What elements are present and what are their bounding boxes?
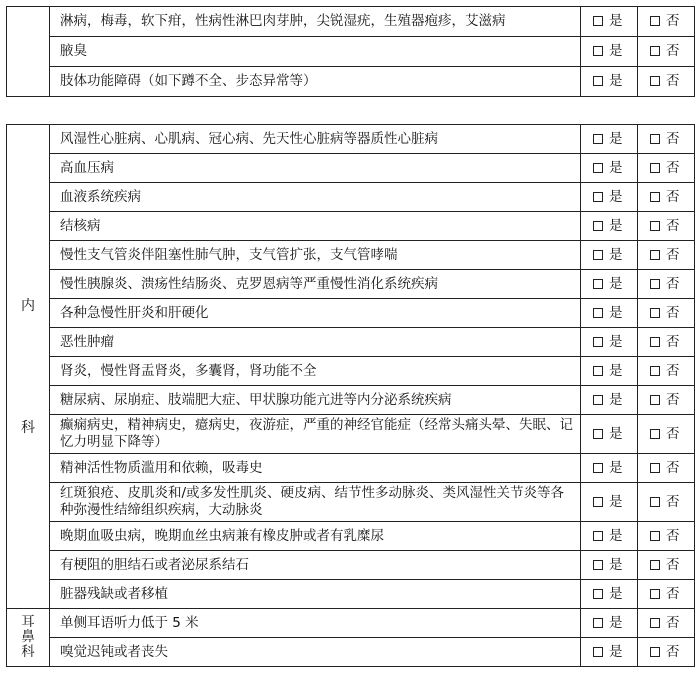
option-no[interactable]: 否	[638, 270, 695, 299]
item-label: 结核病	[50, 212, 581, 241]
table-row	[7, 328, 695, 357]
checkbox-no[interactable]	[650, 647, 660, 657]
option-yes[interactable]: 是	[581, 7, 638, 37]
checkbox-yes[interactable]	[593, 560, 603, 570]
checkbox-yes[interactable]	[593, 531, 603, 541]
item-label: 糖尿病、尿崩症、肢端肥大症、甲状腺功能亢进等内分泌系统疾病	[50, 386, 581, 415]
table-row	[7, 415, 695, 454]
option-yes[interactable]: 是	[581, 415, 638, 454]
option-no[interactable]: 否	[638, 415, 695, 454]
item-label: 慢性胰腺炎、溃疡性结肠炎、克罗恩病等严重慢性消化系统疾病	[50, 270, 581, 299]
checkbox-no[interactable]	[650, 531, 660, 541]
option-no[interactable]: 否	[638, 609, 695, 638]
item-label: 嗅觉迟钝或者丧失	[50, 638, 581, 667]
item-label: 红斑狼疮、皮肌炎和/或多发性肌炎、硬皮病、结节性多动脉炎、类风湿性关节炎等各种弥漫性结缔组织疾病，大动脉炎	[50, 483, 581, 522]
option-yes[interactable]: 是	[581, 299, 638, 328]
item-label: 风湿性心脏病、心肌病、冠心病、先天性心脏病等器质性心脏病	[50, 125, 581, 154]
option-no[interactable]: 否	[638, 328, 695, 357]
checkbox-yes[interactable]	[593, 279, 603, 289]
checkbox-no[interactable]	[650, 250, 660, 260]
option-no[interactable]: 否	[638, 522, 695, 551]
checkbox-no[interactable]	[650, 589, 660, 599]
checkbox-no[interactable]	[650, 221, 660, 231]
checkbox-no[interactable]	[650, 192, 660, 202]
checkbox-no[interactable]	[650, 134, 660, 144]
checkbox-yes[interactable]	[593, 16, 603, 26]
option-yes[interactable]: 是	[581, 183, 638, 212]
option-no[interactable]: 否	[638, 183, 695, 212]
option-yes[interactable]: 是	[581, 125, 638, 154]
table-row	[7, 125, 695, 154]
table-row	[7, 638, 695, 667]
checkbox-no[interactable]	[650, 279, 660, 289]
option-no[interactable]: 否	[638, 37, 695, 67]
table-row	[7, 580, 695, 609]
checkbox-yes[interactable]	[593, 395, 603, 405]
checkbox-no[interactable]	[650, 429, 660, 439]
table-row	[7, 212, 695, 241]
exam-table-top	[6, 6, 695, 97]
checkbox-yes[interactable]	[593, 221, 603, 231]
table-row	[7, 37, 695, 67]
option-yes[interactable]: 是	[581, 357, 638, 386]
option-yes[interactable]: 是	[581, 386, 638, 415]
option-no[interactable]: 否	[638, 357, 695, 386]
checkbox-yes[interactable]	[593, 618, 603, 628]
checkbox-yes[interactable]	[593, 46, 603, 56]
item-label: 晚期血吸虫病，晚期血丝虫病兼有橡皮肿或者有乳糜尿	[50, 522, 581, 551]
option-yes[interactable]: 是	[581, 454, 638, 483]
checkbox-no[interactable]	[650, 16, 660, 26]
option-yes[interactable]: 是	[581, 483, 638, 522]
checkbox-no[interactable]	[650, 163, 660, 173]
table-row	[7, 522, 695, 551]
checkbox-no[interactable]	[650, 618, 660, 628]
item-label: 各种急慢性肝炎和肝硬化	[50, 299, 581, 328]
option-yes[interactable]: 是	[581, 241, 638, 270]
table-row	[7, 241, 695, 270]
option-yes[interactable]: 是	[581, 154, 638, 183]
option-no[interactable]: 否	[638, 483, 695, 522]
checkbox-no[interactable]	[650, 337, 660, 347]
department-char: 内	[21, 297, 35, 314]
table-row	[7, 270, 695, 299]
table-row	[7, 183, 695, 212]
checkbox-no[interactable]	[650, 308, 660, 318]
item-label: 精神活性物质滥用和依赖，吸毒史	[50, 454, 581, 483]
checkbox-yes[interactable]	[593, 134, 603, 144]
checkbox-yes[interactable]	[593, 76, 603, 86]
department-label: 耳鼻科	[21, 614, 35, 660]
department-internal	[7, 125, 50, 609]
option-yes[interactable]: 是	[581, 522, 638, 551]
option-yes[interactable]: 是	[581, 609, 638, 638]
checkbox-no[interactable]	[650, 76, 660, 86]
option-no[interactable]: 否	[638, 7, 695, 37]
checkbox-yes[interactable]	[593, 497, 603, 507]
option-no[interactable]: 否	[638, 580, 695, 609]
table-row	[7, 67, 695, 97]
option-yes[interactable]: 是	[581, 67, 638, 97]
option-no[interactable]: 否	[638, 551, 695, 580]
item-label: 高血压病	[50, 154, 581, 183]
option-yes[interactable]: 是	[581, 37, 638, 67]
department-char: 科	[21, 419, 35, 436]
option-yes[interactable]: 是	[581, 212, 638, 241]
checkbox-yes[interactable]	[593, 163, 603, 173]
option-no[interactable]: 否	[638, 67, 695, 97]
option-yes[interactable]: 是	[581, 638, 638, 667]
item-label: 血液系统疾病	[50, 183, 581, 212]
option-yes[interactable]: 是	[581, 580, 638, 609]
table-row	[7, 386, 695, 415]
table-row	[7, 483, 695, 522]
table-row	[7, 154, 695, 183]
checkbox-yes[interactable]	[593, 463, 603, 473]
table-row	[7, 551, 695, 580]
department-cell	[7, 7, 50, 97]
checkbox-no[interactable]	[650, 497, 660, 507]
item-label: 恶性肿瘤	[50, 328, 581, 357]
table-row	[7, 299, 695, 328]
item-label: 癫痫病史，精神病史，癔病史，夜游症，严重的神经官能症（经常头痛头晕、失眠、记忆力明显下降等）	[50, 415, 581, 454]
checkbox-no[interactable]	[650, 46, 660, 56]
item-label: 脏器残缺或者移植	[50, 580, 581, 609]
table-row	[7, 7, 695, 37]
option-no[interactable]: 否	[638, 299, 695, 328]
option-yes[interactable]: 是	[581, 270, 638, 299]
option-no[interactable]: 否	[638, 386, 695, 415]
item-label: 腋臭	[50, 37, 581, 67]
item-label: 淋病，梅毒，软下疳，性病性淋巴肉芽肿，尖锐湿疣，生殖器疱疹，艾滋病	[50, 7, 581, 37]
checkbox-no[interactable]	[650, 463, 660, 473]
checkbox-no[interactable]	[650, 560, 660, 570]
checkbox-yes[interactable]	[593, 250, 603, 260]
option-yes[interactable]: 是	[581, 551, 638, 580]
table-row	[7, 357, 695, 386]
option-no[interactable]: 否	[638, 638, 695, 667]
option-no[interactable]: 否	[638, 154, 695, 183]
checkbox-yes[interactable]	[593, 647, 603, 657]
checkbox-no[interactable]	[650, 395, 660, 405]
department-ent	[7, 609, 50, 667]
option-no[interactable]: 否	[638, 125, 695, 154]
checkbox-yes[interactable]	[593, 308, 603, 318]
item-label: 有梗阻的胆结石或者泌尿系结石	[50, 551, 581, 580]
exam-table-main	[6, 124, 695, 667]
checkbox-yes[interactable]	[593, 589, 603, 599]
item-label: 单侧耳语听力低于 5 米	[50, 609, 581, 638]
option-yes[interactable]: 是	[581, 328, 638, 357]
checkbox-yes[interactable]	[593, 429, 603, 439]
item-label: 慢性支气管炎伴阻塞性肺气肿，支气管扩张，支气管哮喘	[50, 241, 581, 270]
option-no[interactable]: 否	[638, 212, 695, 241]
table-row	[7, 454, 695, 483]
checkbox-no[interactable]	[650, 366, 660, 376]
table-row	[7, 609, 695, 638]
checkbox-yes[interactable]	[593, 337, 603, 347]
option-no[interactable]: 否	[638, 454, 695, 483]
checkbox-yes[interactable]	[593, 366, 603, 376]
option-no[interactable]: 否	[638, 241, 695, 270]
item-label: 肢体功能障碍（如下蹲不全、步态异常等）	[50, 67, 581, 97]
checkbox-yes[interactable]	[593, 192, 603, 202]
item-label: 肾炎，慢性肾盂肾炎，多囊肾，肾功能不全	[50, 357, 581, 386]
